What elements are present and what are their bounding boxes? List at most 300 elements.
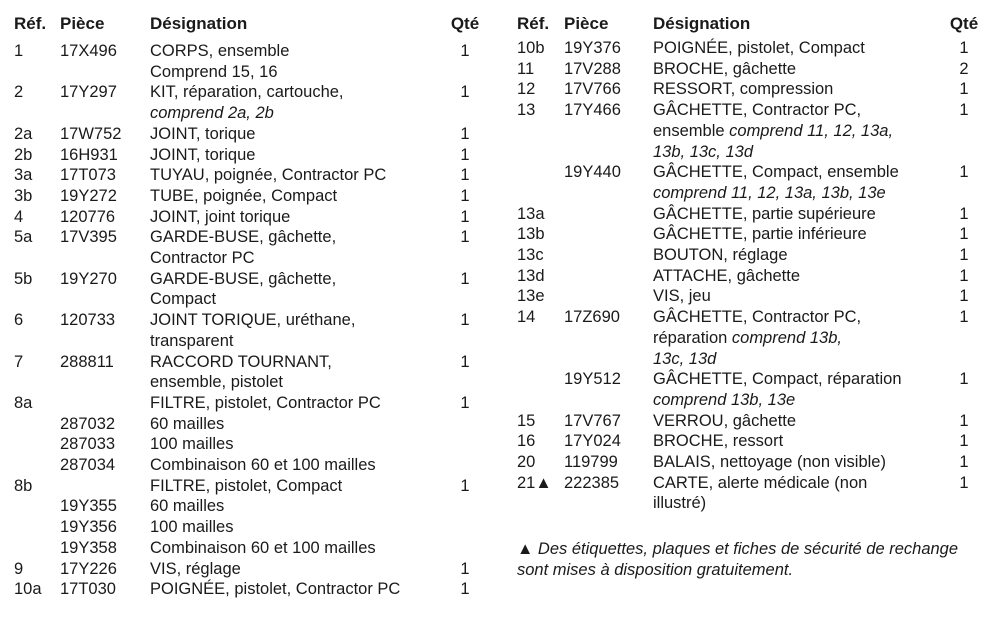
designation-cell bbox=[653, 286, 946, 307]
designation-text: 13c, 13d bbox=[653, 349, 717, 368]
designation-line bbox=[653, 79, 946, 100]
footnote-symbol: ▲ bbox=[517, 540, 534, 558]
part-number-cell bbox=[564, 286, 653, 307]
designation-cell bbox=[653, 307, 946, 369]
designation-text: GARDE-BUSE, gâchette, bbox=[150, 269, 337, 288]
designation-cell bbox=[150, 227, 446, 268]
quantity-cell bbox=[446, 414, 484, 435]
part-number-cell: 17V766 bbox=[564, 80, 621, 99]
table-row bbox=[517, 38, 982, 59]
table-row bbox=[14, 145, 484, 166]
designation-line bbox=[653, 100, 946, 121]
designation-text: Combinaison 60 et 100 mailles bbox=[150, 456, 376, 475]
designation-text: ensemble, pistolet bbox=[150, 373, 283, 392]
designation-cell bbox=[150, 559, 446, 580]
quantity-cell bbox=[446, 496, 484, 517]
designation-text: POIGNÉE, pistolet, Contractor PC bbox=[150, 580, 401, 599]
designation-text: transparent bbox=[150, 331, 234, 350]
part-number-cell: 19Y356 bbox=[60, 518, 117, 537]
designation-cell bbox=[150, 165, 446, 186]
part-number-cell bbox=[564, 204, 653, 225]
table-row bbox=[14, 434, 484, 455]
designation-line bbox=[150, 538, 446, 559]
designation-cell bbox=[653, 38, 946, 59]
table-row bbox=[517, 100, 982, 162]
designation-line bbox=[653, 369, 946, 390]
designation-cell bbox=[150, 538, 446, 559]
header-designation: Désignation bbox=[150, 14, 248, 33]
designation-line bbox=[150, 310, 446, 331]
designation-line bbox=[653, 307, 946, 328]
table-row bbox=[517, 79, 982, 100]
parts-table-left bbox=[14, 14, 484, 600]
designation-text: 60 mailles bbox=[150, 414, 225, 433]
part-number-cell: 17V767 bbox=[564, 411, 621, 430]
ref-cell bbox=[14, 496, 60, 517]
table-row bbox=[517, 411, 982, 432]
designation-cell bbox=[653, 100, 946, 162]
designation-cell bbox=[150, 124, 446, 145]
quantity-cell: 1 bbox=[959, 453, 969, 472]
ref-cell: 6 bbox=[14, 311, 24, 330]
table-row bbox=[14, 517, 484, 538]
table-row bbox=[14, 269, 484, 310]
designation-line bbox=[150, 372, 446, 393]
designation-line bbox=[653, 452, 946, 473]
designation-cell bbox=[150, 393, 446, 414]
designation-cell bbox=[653, 224, 946, 245]
quantity-cell: 1 bbox=[959, 39, 969, 57]
designation-text: KIT, réparation, cartouche, bbox=[150, 83, 344, 102]
ref-cell: 5a bbox=[14, 228, 33, 247]
designation-text: BROCHE, gâchette bbox=[653, 59, 797, 78]
ref-cell bbox=[14, 434, 60, 455]
table-row bbox=[517, 452, 982, 473]
part-number-cell: 17Y024 bbox=[564, 432, 621, 451]
table-row bbox=[14, 227, 484, 268]
designation-line bbox=[150, 62, 446, 83]
designation-cell bbox=[150, 145, 446, 166]
designation-text: BROCHE, ressort bbox=[653, 432, 784, 451]
table-row bbox=[517, 162, 982, 203]
designation-line bbox=[150, 165, 446, 186]
designation-text: GÂCHETTE, partie supérieure bbox=[653, 204, 876, 223]
designation-cell bbox=[653, 162, 946, 203]
designation-text: comprend 11, 12, 13a, bbox=[729, 121, 894, 140]
part-number-cell: 19Y376 bbox=[564, 39, 621, 57]
part-number-cell bbox=[60, 476, 150, 497]
table-row bbox=[14, 559, 484, 580]
designation-cell bbox=[150, 517, 446, 538]
designation-line bbox=[653, 204, 946, 225]
designation-text: ensemble bbox=[653, 121, 730, 140]
quantity-cell: 1 bbox=[460, 83, 470, 102]
designation-cell bbox=[150, 352, 446, 393]
ref-cell: 10b bbox=[517, 39, 545, 57]
table-row bbox=[517, 473, 982, 514]
designation-line bbox=[150, 517, 446, 538]
quantity-cell: 1 bbox=[460, 186, 470, 205]
ref-cell: 3a bbox=[14, 166, 33, 185]
ref-cell: 13d bbox=[517, 266, 545, 285]
header-piece: Pièce bbox=[564, 14, 609, 33]
table-row bbox=[14, 496, 484, 517]
table-row bbox=[14, 310, 484, 351]
quantity-cell: 1 bbox=[460, 559, 470, 578]
designation-cell bbox=[150, 455, 446, 476]
designation-cell bbox=[653, 245, 946, 266]
designation-line bbox=[653, 59, 946, 80]
part-number-cell: 17Y226 bbox=[60, 559, 117, 578]
ref-cell: 7 bbox=[14, 352, 24, 371]
ref-cell bbox=[14, 414, 60, 435]
designation-cell bbox=[653, 473, 946, 514]
designation-line bbox=[150, 414, 446, 435]
ref-cell: 2b bbox=[14, 145, 33, 164]
designation-cell bbox=[150, 41, 446, 82]
ref-cell: 10a bbox=[14, 580, 42, 599]
part-number-cell: 17V395 bbox=[60, 228, 117, 247]
designation-text: 60 mailles bbox=[150, 497, 225, 516]
designation-line bbox=[150, 434, 446, 455]
parts-table-right bbox=[517, 14, 982, 514]
table-row bbox=[14, 414, 484, 435]
designation-line bbox=[653, 411, 946, 432]
table-row bbox=[517, 369, 982, 410]
designation-text: comprend 13b, 13e bbox=[653, 390, 796, 409]
ref-cell: 20 bbox=[517, 453, 536, 472]
designation-line bbox=[150, 289, 446, 310]
table-header-row bbox=[517, 14, 982, 38]
table-row bbox=[14, 41, 484, 82]
part-number-cell: 120733 bbox=[60, 311, 116, 330]
ref-cell: 15 bbox=[517, 411, 536, 430]
designation-cell bbox=[150, 496, 446, 517]
designation-text: RESSORT, compression bbox=[653, 80, 834, 99]
designation-text: JOINT, torique bbox=[150, 124, 256, 143]
ref-cell bbox=[517, 162, 564, 203]
designation-line bbox=[150, 227, 446, 248]
ref-cell bbox=[14, 455, 60, 476]
designation-text: JOINT, joint torique bbox=[150, 207, 291, 226]
part-number-cell bbox=[564, 224, 653, 245]
designation-cell bbox=[653, 59, 946, 80]
designation-text: GÂCHETTE, Compact, ensemble bbox=[653, 163, 899, 182]
ref-cell: 13a bbox=[517, 204, 545, 223]
part-number-cell: 17X496 bbox=[60, 42, 117, 60]
parts-table-left-column bbox=[14, 14, 484, 600]
quantity-cell: 1 bbox=[959, 101, 969, 120]
quantity-cell: 1 bbox=[959, 266, 969, 285]
part-number-cell: 222385 bbox=[564, 473, 620, 492]
designation-text: VIS, réglage bbox=[150, 559, 241, 578]
ref-cell bbox=[14, 517, 60, 538]
designation-cell bbox=[150, 476, 446, 497]
designation-text: GÂCHETTE, Contractor PC, bbox=[653, 101, 862, 120]
table-row bbox=[517, 431, 982, 452]
part-number-cell: 19Y440 bbox=[564, 163, 621, 182]
designation-line bbox=[653, 183, 946, 204]
ref-cell: 13 bbox=[517, 101, 536, 120]
quantity-cell: 1 bbox=[460, 269, 470, 288]
quantity-cell: 1 bbox=[460, 393, 470, 412]
part-number-cell: 17V288 bbox=[564, 59, 621, 78]
designation-text: comprend 13b, bbox=[731, 328, 842, 347]
ref-cell: 2a bbox=[14, 124, 33, 143]
designation-cell bbox=[150, 310, 446, 351]
designation-text: BOUTON, réglage bbox=[653, 246, 788, 265]
table-row bbox=[14, 186, 484, 207]
designation-line bbox=[653, 431, 946, 452]
designation-cell bbox=[653, 431, 946, 452]
ref-cell: 8b bbox=[14, 476, 33, 495]
ref-cell: 9 bbox=[14, 559, 24, 578]
quantity-cell: 1 bbox=[959, 432, 969, 451]
designation-cell bbox=[150, 207, 446, 228]
designation-text: illustré) bbox=[653, 494, 707, 513]
header-qty: Qté bbox=[450, 14, 480, 33]
designation-text: 13b, 13c, 13d bbox=[653, 142, 753, 161]
quantity-cell: 2 bbox=[959, 59, 969, 78]
quantity-cell: 1 bbox=[460, 476, 470, 495]
designation-cell bbox=[150, 434, 446, 455]
designation-text: CARTE, alerte médicale (non bbox=[653, 473, 868, 492]
quantity-cell: 1 bbox=[959, 370, 969, 389]
designation-line bbox=[150, 579, 446, 600]
table-row bbox=[14, 352, 484, 393]
part-number-cell: 17Y297 bbox=[60, 83, 117, 102]
quantity-cell: 1 bbox=[460, 352, 470, 371]
designation-cell bbox=[653, 452, 946, 473]
designation-line bbox=[653, 38, 946, 59]
ref-cell: 12 bbox=[517, 80, 536, 99]
ref-cell: 1 bbox=[14, 42, 24, 60]
part-number-cell bbox=[564, 245, 653, 266]
header-piece: Pièce bbox=[60, 14, 105, 33]
designation-line bbox=[653, 390, 946, 411]
designation-line bbox=[150, 145, 446, 166]
designation-text: 100 mailles bbox=[150, 435, 234, 454]
parts-table-right-column bbox=[517, 14, 982, 514]
ref-cell: 4 bbox=[14, 207, 24, 226]
part-number-cell: 288811 bbox=[60, 352, 114, 371]
ref-cell: 21▲ bbox=[517, 473, 552, 492]
designation-line bbox=[150, 352, 446, 373]
ref-cell: 13c bbox=[517, 246, 544, 265]
quantity-cell: 1 bbox=[460, 145, 470, 164]
ref-cell: 11 bbox=[517, 59, 535, 78]
designation-text: VIS, jeu bbox=[653, 287, 711, 306]
table-row bbox=[14, 165, 484, 186]
designation-line bbox=[150, 248, 446, 269]
quantity-cell: 1 bbox=[460, 311, 470, 330]
table-header-row bbox=[14, 14, 484, 41]
ref-cell: 14 bbox=[517, 308, 536, 327]
header-ref: Réf. bbox=[517, 14, 550, 33]
footnote bbox=[517, 539, 977, 580]
quantity-cell: 1 bbox=[460, 124, 470, 143]
designation-text: 100 mailles bbox=[150, 518, 234, 537]
quantity-cell: 1 bbox=[959, 204, 969, 223]
table-row bbox=[14, 124, 484, 145]
designation-text: GÂCHETTE, Contractor PC, bbox=[653, 308, 862, 327]
designation-text: GÂCHETTE, partie inférieure bbox=[653, 225, 867, 244]
designation-text: Compact bbox=[150, 290, 217, 309]
designation-line bbox=[150, 207, 446, 228]
designation-line bbox=[653, 142, 946, 163]
designation-line bbox=[653, 286, 946, 307]
quantity-cell: 1 bbox=[460, 42, 470, 60]
table-row bbox=[517, 224, 982, 245]
part-number-cell: 119799 bbox=[564, 453, 618, 472]
table-row bbox=[517, 266, 982, 287]
header-designation: Désignation bbox=[653, 14, 751, 33]
ref-cell: 16 bbox=[517, 432, 536, 451]
designation-line bbox=[150, 124, 446, 145]
designation-text: Combinaison 60 et 100 mailles bbox=[150, 538, 376, 557]
table-row bbox=[14, 207, 484, 228]
designation-text: BALAIS, nettoyage (non visible) bbox=[653, 453, 886, 472]
designation-text: comprend 11, 12, 13a, 13b, 13e bbox=[653, 183, 886, 202]
designation-line bbox=[653, 245, 946, 266]
quantity-cell: 1 bbox=[959, 473, 969, 492]
part-number-cell: 19Y272 bbox=[60, 186, 117, 205]
table-row bbox=[517, 245, 982, 266]
designation-line bbox=[150, 559, 446, 580]
quantity-cell: 1 bbox=[460, 207, 470, 226]
designation-text: FILTRE, pistolet, Compact bbox=[150, 476, 343, 495]
table-row bbox=[517, 307, 982, 369]
designation-text: ATTACHE, gâchette bbox=[653, 266, 801, 285]
designation-line bbox=[653, 349, 946, 370]
table-row bbox=[14, 476, 484, 497]
quantity-cell: 1 bbox=[959, 225, 969, 244]
designation-line bbox=[653, 121, 946, 142]
quantity-cell: 1 bbox=[460, 228, 470, 247]
quantity-cell: 1 bbox=[959, 308, 969, 327]
designation-cell bbox=[653, 79, 946, 100]
part-number-cell: 19Y270 bbox=[60, 269, 117, 288]
designation-cell bbox=[653, 369, 946, 410]
quantity-cell: 1 bbox=[959, 411, 969, 430]
part-number-cell: 287032 bbox=[60, 414, 116, 433]
ref-cell: 2 bbox=[14, 83, 24, 102]
designation-text: Contractor PC bbox=[150, 249, 255, 268]
quantity-cell bbox=[446, 517, 484, 538]
header-qty: Qté bbox=[949, 14, 979, 33]
quantity-cell bbox=[446, 538, 484, 559]
designation-line bbox=[150, 269, 446, 290]
parts-table-left-body bbox=[14, 41, 484, 600]
designation-text: GÂCHETTE, Compact, réparation bbox=[653, 370, 902, 389]
quantity-cell: 1 bbox=[959, 80, 969, 99]
table-row bbox=[517, 59, 982, 80]
table-row bbox=[517, 204, 982, 225]
part-number-cell bbox=[60, 393, 150, 414]
part-number-cell bbox=[564, 266, 653, 287]
ref-cell bbox=[517, 369, 564, 410]
designation-line bbox=[150, 186, 446, 207]
part-number-cell: 120776 bbox=[60, 207, 116, 226]
designation-cell bbox=[653, 411, 946, 432]
quantity-cell: 1 bbox=[460, 580, 470, 599]
part-number-cell: 287033 bbox=[60, 435, 116, 454]
designation-line bbox=[653, 473, 946, 494]
parts-table-right-body bbox=[517, 38, 982, 514]
table-row bbox=[14, 393, 484, 414]
designation-line bbox=[150, 103, 446, 124]
designation-line bbox=[653, 224, 946, 245]
part-number-cell: 19Y358 bbox=[60, 538, 117, 557]
designation-text: Comprend 15, 16 bbox=[150, 62, 278, 81]
designation-line bbox=[150, 476, 446, 497]
part-number-cell: 17Y466 bbox=[564, 101, 621, 120]
table-row bbox=[14, 82, 484, 123]
designation-cell bbox=[150, 414, 446, 435]
quantity-cell: 1 bbox=[959, 287, 969, 306]
designation-line bbox=[150, 331, 446, 352]
designation-text: FILTRE, pistolet, Contractor PC bbox=[150, 393, 381, 412]
designation-line bbox=[150, 455, 446, 476]
designation-text: POIGNÉE, pistolet, Compact bbox=[653, 39, 865, 57]
part-number-cell: 17W752 bbox=[60, 124, 122, 143]
quantity-cell: 1 bbox=[959, 163, 969, 182]
designation-cell bbox=[653, 266, 946, 287]
designation-text: TUYAU, poignée, Contractor PC bbox=[150, 166, 387, 185]
designation-cell bbox=[150, 269, 446, 310]
table-row bbox=[517, 286, 982, 307]
part-number-cell: 17Z690 bbox=[564, 308, 620, 327]
quantity-cell bbox=[446, 455, 484, 476]
designation-text: RACCORD TOURNANT, bbox=[150, 352, 332, 371]
ref-cell: 3b bbox=[14, 186, 33, 205]
designation-line bbox=[150, 41, 446, 62]
quantity-cell bbox=[446, 434, 484, 455]
designation-line bbox=[653, 266, 946, 287]
designation-text: VERROU, gâchette bbox=[653, 411, 797, 430]
part-number-cell: 16H931 bbox=[60, 145, 118, 164]
table-row bbox=[14, 455, 484, 476]
ref-cell: 5b bbox=[14, 269, 33, 288]
designation-line bbox=[150, 496, 446, 517]
designation-text: réparation bbox=[653, 328, 732, 347]
part-number-cell: 19Y512 bbox=[564, 370, 621, 389]
designation-line bbox=[150, 393, 446, 414]
part-number-cell: 17T030 bbox=[60, 580, 116, 599]
part-number-cell: 287034 bbox=[60, 456, 116, 475]
table-row bbox=[14, 579, 484, 600]
header-ref: Réf. bbox=[14, 14, 47, 33]
ref-cell: 13b bbox=[517, 225, 545, 244]
designation-text: CORPS, ensemble bbox=[150, 42, 290, 60]
part-number-cell: 17T073 bbox=[60, 166, 116, 185]
designation-line bbox=[653, 328, 946, 349]
designation-cell bbox=[653, 204, 946, 225]
designation-line bbox=[653, 162, 946, 183]
quantity-cell: 1 bbox=[959, 246, 969, 265]
ref-cell: 13e bbox=[517, 287, 545, 306]
ref-cell: 8a bbox=[14, 393, 33, 412]
quantity-cell: 1 bbox=[460, 166, 470, 185]
designation-text: JOINT TORIQUE, uréthane, bbox=[150, 311, 356, 330]
designation-line bbox=[150, 82, 446, 103]
ref-cell bbox=[14, 538, 60, 559]
designation-cell bbox=[150, 82, 446, 123]
table-row bbox=[14, 538, 484, 559]
designation-text: JOINT, torique bbox=[150, 145, 256, 164]
designation-line bbox=[653, 493, 946, 514]
designation-text: comprend 2a, 2b bbox=[150, 104, 274, 123]
